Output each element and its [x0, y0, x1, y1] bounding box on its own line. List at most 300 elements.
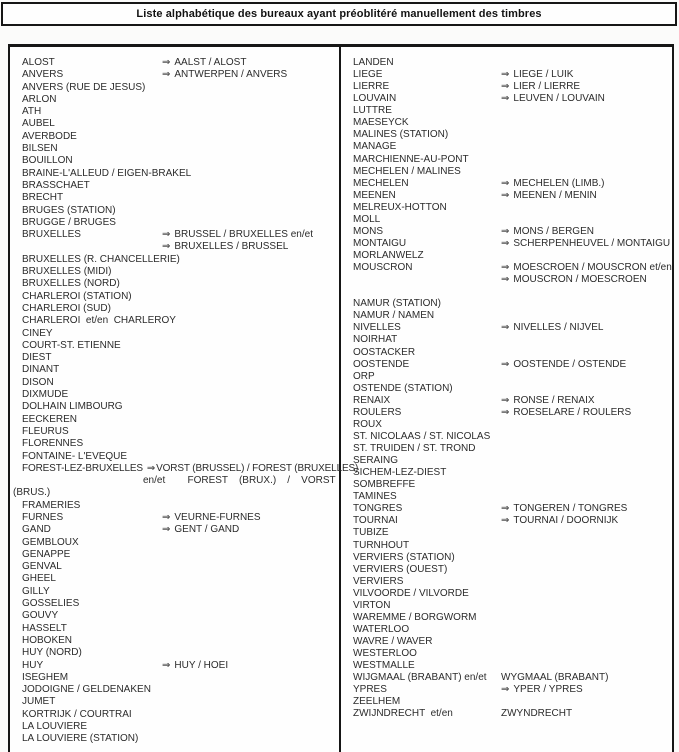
- office-alias: [501, 672, 608, 684]
- list-item: [22, 168, 337, 180]
- office-name: ISEGHEM: [22, 671, 69, 683]
- list-item: [353, 274, 665, 286]
- office-alias-text: LEUVEN / LOUVAIN: [513, 93, 605, 105]
- list-item: [353, 527, 665, 539]
- office-name: BRUGGE / BRUGES: [22, 216, 116, 228]
- office-name: GEMBLOUX: [22, 536, 79, 548]
- rightwards-arrow-icon: ⇒: [162, 241, 171, 253]
- office-name: VERVIERS: [353, 575, 404, 587]
- list-item: [22, 278, 337, 290]
- list-item: [353, 178, 665, 190]
- list-item: [22, 155, 337, 167]
- list-item: [22, 82, 337, 94]
- list-item: [22, 303, 337, 315]
- rightwards-arrow-icon: ⇒: [501, 237, 510, 249]
- office-name: TUBIZE: [353, 527, 389, 539]
- list-item: [22, 352, 337, 364]
- list-item: [22, 315, 337, 327]
- list-item: [22, 475, 337, 487]
- list-item: [22, 573, 337, 585]
- office-alias-text: MONS / BERGEN: [513, 225, 594, 237]
- office-name: WAVRE / WAVER: [353, 636, 433, 647]
- rightwards-arrow-icon: ⇒: [501, 262, 510, 274]
- office-alias: [501, 684, 583, 696]
- office-name: WAREMME / BORGWORM: [353, 611, 477, 623]
- rightwards-arrow-icon: ⇒: [501, 358, 510, 370]
- office-name: MARCHIENNE-AU-PONT: [353, 153, 469, 165]
- list-item: [353, 515, 665, 527]
- list-item: [22, 254, 337, 266]
- office-alias-text: SCHERPENHEUVEL / MONTAIGU: [513, 237, 671, 249]
- list-item: [22, 340, 337, 352]
- office-name: KORTRIJK / COURTRAI: [22, 708, 132, 720]
- office-alias-text: OOSTENDE / OSTENDE: [513, 358, 627, 370]
- office-name: BRUXELLES (NORD): [22, 278, 120, 290]
- office-name: ATH: [22, 106, 42, 118]
- list-item: [22, 377, 337, 389]
- office-name: TAMINES: [353, 491, 397, 503]
- office-alias: [501, 178, 605, 190]
- office-name: YPRES: [353, 684, 387, 696]
- office-name: AUBEL: [22, 118, 55, 130]
- office-name: NAMUR / NAMEN: [353, 310, 435, 322]
- office-alias-text: GENT / GAND: [174, 524, 240, 536]
- office-name: VIRTON: [353, 599, 391, 611]
- right-column: [353, 57, 672, 720]
- office-alias: [501, 708, 572, 720]
- list-item: [353, 564, 665, 576]
- list-item: [22, 364, 337, 376]
- list-item: [353, 383, 665, 395]
- office-alias: [501, 93, 605, 105]
- office-alias: [501, 407, 631, 419]
- office-alias-text: MECHELEN (LIMB.): [513, 177, 605, 189]
- office-name: (BRUS.): [13, 487, 51, 499]
- office-alias: [501, 359, 626, 371]
- office-name: MORLANWELZ: [353, 250, 424, 261]
- office-name: MELREUX-HOTTON: [353, 201, 447, 213]
- rightwards-arrow-icon: ⇒: [501, 93, 510, 105]
- office-alias: [143, 475, 336, 487]
- office-name: LA LOUVIERE (STATION): [22, 733, 139, 745]
- list-item: [353, 105, 665, 117]
- list-panel: [8, 44, 674, 752]
- office-name: MONTAIGU: [353, 237, 407, 249]
- office-name: BRUXELLES (R. CHANCELLERIE): [22, 253, 180, 265]
- office-name: DIEST: [22, 352, 52, 364]
- office-alias-text: YPER / YPRES: [513, 684, 583, 696]
- list-item: [353, 600, 665, 612]
- office-name: MAESEYCK: [353, 117, 409, 129]
- office-name: FONTAINE- L'EVEQUE: [22, 450, 128, 462]
- list-item: [22, 598, 337, 610]
- list-item: [353, 57, 665, 69]
- list-item: [22, 672, 337, 684]
- office-alias-text: WYGMAAL (BRABANT): [501, 672, 609, 684]
- list-item: [22, 586, 337, 598]
- rightwards-arrow-icon: ⇒: [501, 515, 510, 527]
- list-item: [22, 462, 359, 475]
- list-item: [22, 291, 337, 303]
- list-item: [353, 347, 665, 359]
- office-alias: [501, 81, 580, 93]
- office-name: MEENEN: [353, 189, 396, 201]
- office-name: MALINES (STATION): [353, 129, 449, 141]
- office-name: ALOST: [22, 57, 55, 68]
- list-item: [353, 298, 665, 310]
- list-item: [353, 503, 665, 515]
- list-item: [22, 69, 337, 81]
- office-name: FLORENNES: [22, 438, 84, 450]
- office-alias-text: BRUSSEL / BRUXELLES en/et: [174, 229, 313, 241]
- list-item: [353, 237, 671, 250]
- office-name: GHEEL: [22, 573, 56, 585]
- list-item: [22, 537, 337, 549]
- list-item: [353, 395, 665, 407]
- rightwards-arrow-icon: ⇒: [162, 524, 171, 536]
- rightwards-arrow-icon: ⇒: [501, 406, 510, 418]
- office-alias-text: ROESELARE / ROULERS: [513, 406, 632, 418]
- list-item: [22, 328, 337, 340]
- list-item: [22, 180, 337, 192]
- office-alias: [147, 463, 358, 475]
- list-item: [22, 438, 337, 450]
- office-name: GAND: [22, 524, 51, 536]
- office-alias-text: en/et FOREST (BRUX.) / VORST: [143, 475, 336, 487]
- list-item: [22, 451, 337, 463]
- office-name: EECKEREN: [22, 413, 78, 425]
- list-item: [353, 576, 665, 588]
- office-name: CINEY: [22, 327, 53, 339]
- list-item: [353, 214, 665, 226]
- list-item: [22, 610, 337, 622]
- office-name: WESTMALLE: [353, 660, 415, 672]
- office-name: GOSSELIES: [22, 598, 80, 610]
- list-item: [22, 549, 337, 561]
- list-item: [353, 696, 665, 708]
- list-item: [22, 131, 337, 143]
- office-name: HASSELT: [22, 622, 67, 634]
- office-alias-text: HUY / HOEI: [174, 659, 229, 671]
- office-name: HUY (NORD): [22, 647, 82, 659]
- office-name: ROULERS: [353, 406, 402, 418]
- office-alias: [501, 515, 618, 527]
- office-alias: [162, 241, 288, 253]
- list-item: [22, 561, 337, 573]
- office-name: FRAMERIES: [22, 499, 81, 511]
- office-name: MECHELEN / MALINES: [353, 165, 461, 177]
- list-item: [353, 226, 665, 238]
- office-name: GILLY: [22, 585, 50, 597]
- office-name: MOLL: [353, 213, 381, 225]
- office-name: ST. NICOLAAS / ST. NICOLAS: [353, 430, 491, 442]
- office-name: MONS: [353, 225, 383, 237]
- list-item: [353, 552, 665, 564]
- list-item: [353, 672, 665, 684]
- office-name: ANVERS (RUE DE JESUS): [22, 81, 146, 93]
- list-item: [22, 143, 337, 155]
- rightwards-arrow-icon: ⇒: [501, 394, 510, 406]
- list-item: [353, 93, 665, 105]
- office-name: ARLON: [22, 93, 57, 105]
- office-alias-text: VEURNE-FURNES: [174, 511, 261, 523]
- office-name: WATERLOO: [353, 623, 410, 635]
- list-item: [353, 648, 665, 660]
- list-item: [22, 721, 337, 733]
- list-item: [22, 389, 337, 401]
- office-name: CHARLEROI et/en CHARLEROY: [22, 315, 176, 327]
- office-name: HOBOKEN: [22, 634, 73, 646]
- office-name: GOUVY: [22, 610, 59, 622]
- rightwards-arrow-icon: ⇒: [162, 69, 171, 81]
- list-item: [22, 500, 337, 512]
- list-item: [22, 524, 337, 536]
- office-alias-text: ANTWERPEN / ANVERS: [174, 69, 288, 81]
- office-name: LANDEN: [353, 57, 394, 68]
- office-name: LA LOUVIERE: [22, 721, 88, 733]
- office-alias-text: ZWYNDRECHT: [501, 708, 573, 720]
- list-item: [353, 708, 665, 720]
- office-alias-text: TONGEREN / TONGRES: [513, 503, 628, 515]
- list-item: [353, 491, 665, 503]
- list-item: [13, 487, 337, 499]
- rightwards-arrow-icon: ⇒: [501, 177, 510, 189]
- rightwards-arrow-icon: ⇒: [162, 57, 171, 68]
- office-alias: [501, 226, 594, 238]
- rightwards-arrow-icon: ⇒: [501, 503, 510, 515]
- list-item: [353, 310, 665, 322]
- office-name: WESTERLOO: [353, 648, 417, 660]
- office-name: HUY: [22, 659, 44, 671]
- list-item: [22, 635, 337, 647]
- office-name: ANVERS: [22, 69, 64, 81]
- office-name: VILVOORDE / VILVORDE: [353, 587, 469, 599]
- office-alias: [501, 503, 627, 515]
- office-name: NOIRHAT: [353, 334, 398, 346]
- office-alias: [501, 238, 670, 250]
- office-name: WIJGMAAL (BRABANT) en/et: [353, 672, 487, 684]
- list-item: [22, 241, 337, 253]
- office-alias-text: NIVELLES / NIJVEL: [513, 322, 604, 334]
- list-item: [353, 202, 665, 214]
- office-name: OOSTENDE: [353, 358, 410, 370]
- list-item: [353, 660, 665, 672]
- list-item: [22, 94, 337, 106]
- office-name: GENVAL: [22, 561, 62, 573]
- office-name: VERVIERS (STATION): [353, 551, 455, 563]
- list-item: [22, 684, 337, 696]
- list-item: [22, 217, 337, 229]
- rightwards-arrow-icon: ⇒: [501, 69, 510, 81]
- list-item: [22, 414, 337, 426]
- office-name: TURNHOUT: [353, 539, 410, 551]
- office-name: GENAPPE: [22, 548, 71, 560]
- office-alias-text: MOESCROEN / MOUSCRON et/en: [513, 262, 672, 274]
- list-item: [353, 588, 665, 600]
- rightwards-arrow-icon: ⇒: [501, 225, 510, 237]
- office-alias-text: MEENEN / MENIN: [513, 189, 597, 201]
- office-name: LIEGE: [353, 69, 383, 81]
- list-item: [353, 636, 665, 648]
- office-name: DOLHAIN LIMBOURG: [22, 401, 123, 413]
- office-name: ROUX: [353, 418, 382, 430]
- office-name: NIVELLES: [353, 322, 401, 334]
- list-item: [353, 467, 665, 479]
- office-name: DISON: [22, 376, 54, 388]
- office-name: NAMUR (STATION): [353, 298, 441, 310]
- list-item: [353, 322, 665, 334]
- rightwards-arrow-icon: ⇒: [162, 511, 171, 523]
- list-item: [353, 334, 665, 346]
- office-alias: [162, 229, 313, 241]
- office-name: MOUSCRON: [353, 262, 413, 274]
- office-alias-text: RONSE / RENAIX: [513, 394, 595, 406]
- list-item: [353, 479, 665, 491]
- office-name: JODOIGNE / GELDENAKEN: [22, 684, 151, 696]
- list-item: [22, 229, 337, 241]
- list-item: [22, 192, 337, 204]
- office-name: BILSEN: [22, 143, 58, 155]
- list-item: [353, 371, 665, 383]
- list-item: [22, 106, 337, 118]
- list-item: [22, 118, 337, 130]
- office-name: BRUGES (STATION): [22, 204, 116, 216]
- office-alias: [501, 395, 595, 407]
- list-item: [353, 684, 665, 696]
- rightwards-arrow-icon: ⇒: [501, 684, 510, 696]
- office-name: ORP: [353, 370, 375, 382]
- office-name: CHARLEROI (STATION): [22, 290, 132, 302]
- list-item: [22, 512, 337, 524]
- list-item: [22, 205, 337, 217]
- office-alias-text: AALST / ALOST: [174, 57, 247, 68]
- office-name: BRECHT: [22, 192, 64, 204]
- list-item: [22, 733, 337, 745]
- list-item: [22, 696, 337, 708]
- rightwards-arrow-icon: ⇒: [501, 274, 510, 286]
- office-name: LOUVAIN: [353, 93, 397, 105]
- office-alias: [162, 57, 246, 69]
- office-alias: [162, 524, 239, 536]
- list-item: [353, 443, 665, 455]
- office-alias-text: TOURNAI / DOORNIJK: [513, 515, 619, 527]
- office-name: MANAGE: [353, 141, 397, 153]
- office-name: TOURNAI: [353, 515, 398, 527]
- rightwards-arrow-icon: ⇒: [501, 81, 510, 93]
- office-name: BRUXELLES: [22, 229, 81, 241]
- office-name: ST. TRUIDEN / ST. TROND: [353, 443, 476, 454]
- office-name: SERAING: [353, 455, 399, 467]
- office-name: LUTTRE: [353, 105, 392, 117]
- office-name: LIERRE: [353, 81, 390, 93]
- list-item: [353, 624, 665, 636]
- rightwards-arrow-icon: ⇒: [501, 322, 510, 334]
- list-item: [353, 81, 665, 93]
- office-alias-text: LIEGE / LUIK: [513, 69, 574, 81]
- office-name: DINANT: [22, 364, 60, 376]
- office-name: BRUXELLES (MIDI): [22, 266, 112, 278]
- list-item: [22, 709, 337, 721]
- office-name: BRASSCHAET: [22, 179, 90, 191]
- office-name: RENAIX: [353, 394, 391, 406]
- office-name: ZWIJNDRECHT et/en: [353, 708, 453, 720]
- left-column: [13, 57, 359, 746]
- list-item: [353, 117, 665, 129]
- office-name: FURNES: [22, 511, 64, 523]
- office-alias-text: LIER / LIERRE: [513, 81, 581, 93]
- list-item: [353, 612, 665, 624]
- list-item: [22, 647, 337, 659]
- office-alias: [501, 322, 603, 334]
- list-item: [353, 69, 665, 81]
- office-name: VERVIERS (OUEST): [353, 563, 448, 575]
- office-name: FOREST-LEZ-BRUXELLES: [22, 462, 143, 474]
- title-bar: [1, 2, 677, 26]
- list-item: [353, 262, 672, 274]
- office-alias-text: MOUSCRON / MOESCROEN: [513, 274, 647, 286]
- list-item: [353, 166, 665, 178]
- office-name: ZEELHEM: [353, 696, 401, 708]
- list-item: [353, 455, 665, 467]
- list-item: [22, 660, 337, 672]
- list-item: [22, 401, 337, 413]
- office-name: SOMBREFFE: [353, 479, 416, 491]
- rightwards-arrow-icon: ⇒: [501, 189, 510, 201]
- office-alias: [501, 262, 672, 274]
- office-alias: [501, 274, 647, 286]
- office-name: OSTENDE (STATION): [353, 382, 453, 394]
- rightwards-arrow-icon: ⇒: [146, 462, 156, 474]
- office-name: TONGRES: [353, 503, 403, 515]
- office-alias-text: VORST (BRUSSEL) / FOREST (BRUXELLES): [156, 462, 359, 474]
- office-alias: [162, 660, 228, 672]
- office-name: MECHELEN: [353, 177, 409, 189]
- list-item: [22, 266, 337, 278]
- office-alias: [162, 512, 261, 524]
- list-item: [353, 250, 665, 262]
- list-item: [353, 540, 665, 552]
- list-item: [353, 419, 665, 431]
- list-spacer: [353, 286, 665, 298]
- list-item: [353, 359, 665, 371]
- rightwards-arrow-icon: ⇒: [162, 229, 171, 241]
- list-item: [353, 431, 665, 443]
- office-alias-text: BRUXELLES / BRUSSEL: [174, 241, 289, 253]
- office-name: OOSTACKER: [353, 346, 416, 358]
- office-name: BOUILLON: [22, 155, 73, 167]
- column-divider: [339, 47, 341, 752]
- office-name: SICHEM-LEZ-DIEST: [353, 467, 447, 479]
- list-item: [22, 426, 337, 438]
- office-name: CHARLEROI (SUD): [22, 302, 111, 314]
- list-item: [22, 57, 337, 69]
- list-item: [353, 141, 665, 153]
- office-name: COURT-ST. ETIENNE: [22, 339, 121, 351]
- page-title: Liste alphabétique des bureaux ayant préoblitéré manuellement des timbres: [136, 8, 542, 20]
- list-item: [353, 129, 665, 141]
- list-item: [353, 154, 665, 166]
- list-item: [353, 190, 665, 202]
- list-item: [353, 407, 665, 419]
- office-name: BRAINE-L'ALLEUD / EIGEN-BRAKEL: [22, 167, 192, 179]
- list-item: [22, 623, 337, 635]
- office-alias: [162, 69, 287, 81]
- office-name: FLEURUS: [22, 425, 69, 437]
- office-alias: [501, 69, 573, 81]
- office-name: DIXMUDE: [22, 389, 69, 401]
- office-name: JUMET: [22, 696, 56, 708]
- rightwards-arrow-icon: ⇒: [162, 659, 171, 671]
